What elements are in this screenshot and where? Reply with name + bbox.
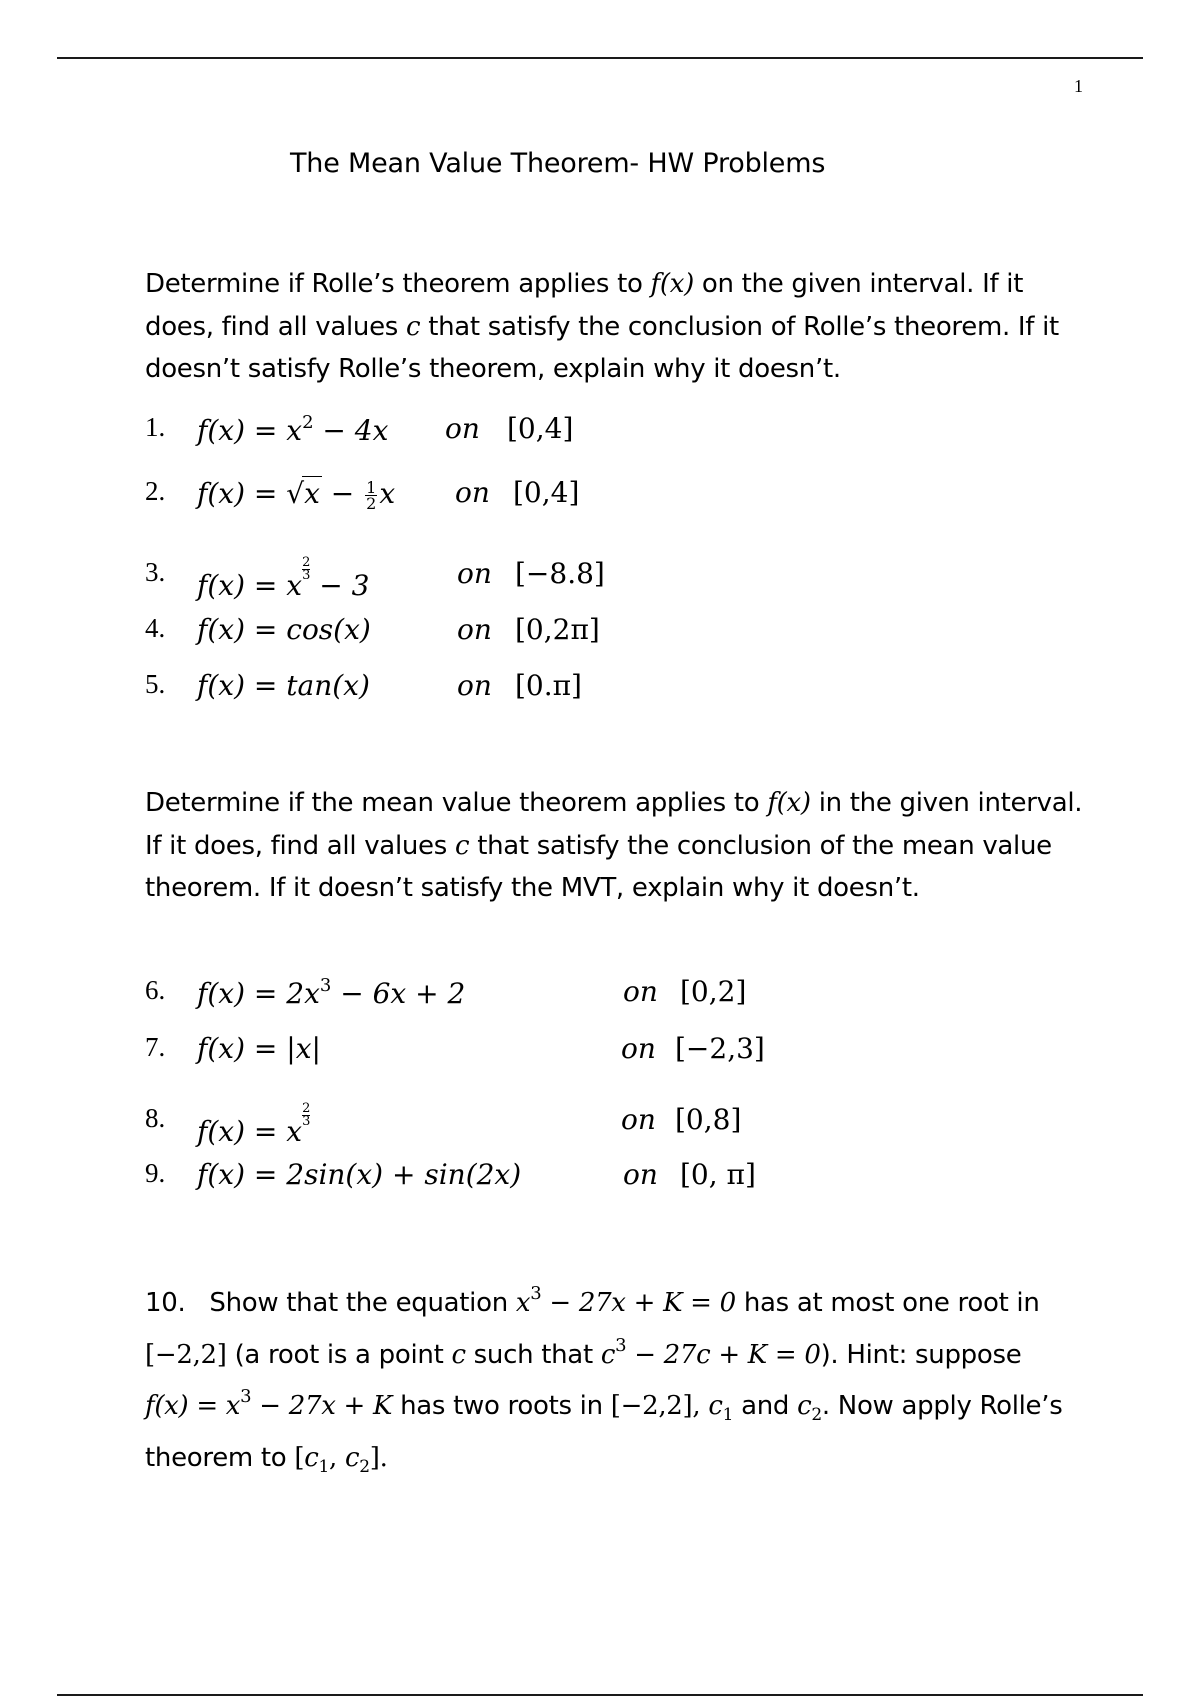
expr-part: f(x) = √ [197,477,305,510]
p10-c: c [451,1339,466,1370]
problem-number: 2. [145,476,166,506]
rolle-instructions [145,263,1095,391]
p10-interval-c1c2 [294,1442,388,1477]
problem-expression: f(x) = cos(x) [197,613,371,646]
expr-part: f(x) = x [197,414,303,447]
radicand: x [304,477,320,510]
bottom-rule [57,1694,1143,1696]
top-rule [57,57,1143,59]
p10-interval: [−2,2], [610,1391,701,1421]
instr-fx: f(x) [650,269,694,299]
problem-number: 8. [145,1103,166,1133]
exponent: 2 [302,412,314,433]
interval: [0, π] [680,1158,756,1191]
p10-text: (a root is a point [234,1339,444,1370]
problem-expression: f(x) = 2sin(x) + sin(2x) [197,1158,522,1191]
interval: [−2,3] [675,1032,765,1065]
eq-part: − 27x + K = 0 [541,1288,736,1318]
exponent: 3 [530,1283,542,1304]
expr-part: − 4x [313,414,389,447]
instr-text: that satisfy the conclusion of the mean value theorem. If it doesn’t satisfy the MVT, explain why it doesn’t. [145,830,1052,903]
subscript: 1 [722,1405,734,1425]
problem-number: 1. [145,412,166,442]
subscript: 1 [318,1456,329,1477]
comma: , [329,1442,345,1473]
p10-c1 [708,1391,734,1425]
c-symbol: c [797,1391,812,1421]
p10-text: ). Hint: suppose [820,1339,1022,1370]
on-label: on [457,557,492,590]
on-label: on [621,1103,656,1136]
expr-part: − 3 [310,569,370,602]
problem-number: 3. [145,557,166,587]
expr-part: − 6x + 2 [331,977,466,1010]
problem-number: 6. [145,975,166,1005]
subscript: 2 [811,1405,822,1425]
exponent-denominator: 3 [302,1114,311,1129]
fraction-numerator: 1 [366,478,377,497]
bracket: [ [294,1442,305,1473]
fraction-denominator: 2 [366,494,377,513]
problem-number: 5. [145,669,166,699]
page-title: The Mean Value Theorem- HW Problems [290,148,826,179]
expr-part: − [321,477,364,510]
expr-part: f(x) = 2x [197,977,320,1010]
on-label: on [621,1032,656,1065]
c-symbol: c [708,1391,723,1421]
p10-text: has at most one root in [743,1288,1040,1318]
on-label: on [455,476,490,509]
exponent-numerator: 2 [302,1101,311,1116]
instr-text: on the given interval. If it does, find all values [145,269,1024,342]
problem-expression [197,557,369,602]
p10-equation [145,1386,393,1421]
problem-expression [197,975,465,1010]
problem-number: 7. [145,1032,166,1062]
interval: [0,4] [513,476,580,509]
exponent-numerator: 2 [302,555,311,570]
problem-expression [197,412,388,447]
p10-text: Show that the equation [209,1288,508,1318]
fraction [365,480,377,511]
on-label: on [457,613,492,646]
expr-part: f(x) = x [197,1115,303,1148]
p10-text: and [741,1391,790,1421]
p10-c2 [797,1391,822,1425]
subscript: 2 [359,1456,370,1477]
exponent: 3 [615,1334,627,1356]
instr-text: in the given interval. If it does, find all values [145,788,1083,861]
fractional-exponent [302,1103,310,1128]
on-label: on [623,1158,658,1191]
instr-text: Determine if Rolle’s theorem applies to [145,269,643,299]
eq-part: f(x) = x [145,1391,241,1421]
instr-c: c [454,830,470,861]
problem-expression: f(x) = tan(x) [197,669,370,702]
problem-expression [197,1103,310,1148]
p10-text: . Now apply Rolle’s theorem to [145,1391,1063,1473]
exponent: 3 [240,1386,252,1407]
problem-number: 4. [145,613,166,643]
on-label: on [445,412,480,445]
bracket: ]. [369,1442,388,1473]
exponent: 3 [319,975,332,996]
problem-number: 10. [145,1288,186,1318]
instr-c: c [405,311,421,342]
on-label: on [457,669,492,702]
c-symbol: c [344,1442,360,1473]
expr-part: f(x) = x [197,569,303,602]
eq-part: − 27x + K [251,1391,393,1421]
p10-interval: [−2,2] [145,1339,227,1370]
p10-text: has two roots in [400,1391,603,1421]
interval: [0.π] [515,669,582,702]
problem-number: 9. [145,1158,166,1188]
page-number: 1 [1074,76,1083,96]
eq-part: x [515,1288,531,1318]
instr-fx: f(x) [767,788,811,818]
interval: [−8.8] [515,557,605,590]
p10-equation [600,1334,821,1370]
interval: [0,8] [675,1103,742,1136]
problem-expression: f(x) = |x| [197,1032,321,1065]
interval: [0,4] [507,412,574,445]
problem-expression [197,476,395,511]
eq-part: − 27c + K = 0 [626,1339,821,1370]
eq-part: c [600,1339,616,1370]
instr-text: Determine if the mean value theorem applies to [145,788,760,818]
p10-equation [515,1283,736,1318]
instr-text: that satisfy the conclusion of Rolle’s theorem. If it doesn’t satisfy Rolle’s theorem, explain why it doesn’t. [145,311,1059,384]
interval: [0,2] [680,975,747,1008]
exponent-denominator: 3 [302,568,311,583]
mvt-instructions [145,782,1095,910]
expr-part: x [379,477,396,510]
p10-text: such that [473,1339,593,1370]
on-label: on [623,975,658,1008]
problem-10 [145,1273,1095,1488]
interval: [0,2π] [515,613,600,646]
c-symbol: c [304,1442,319,1473]
